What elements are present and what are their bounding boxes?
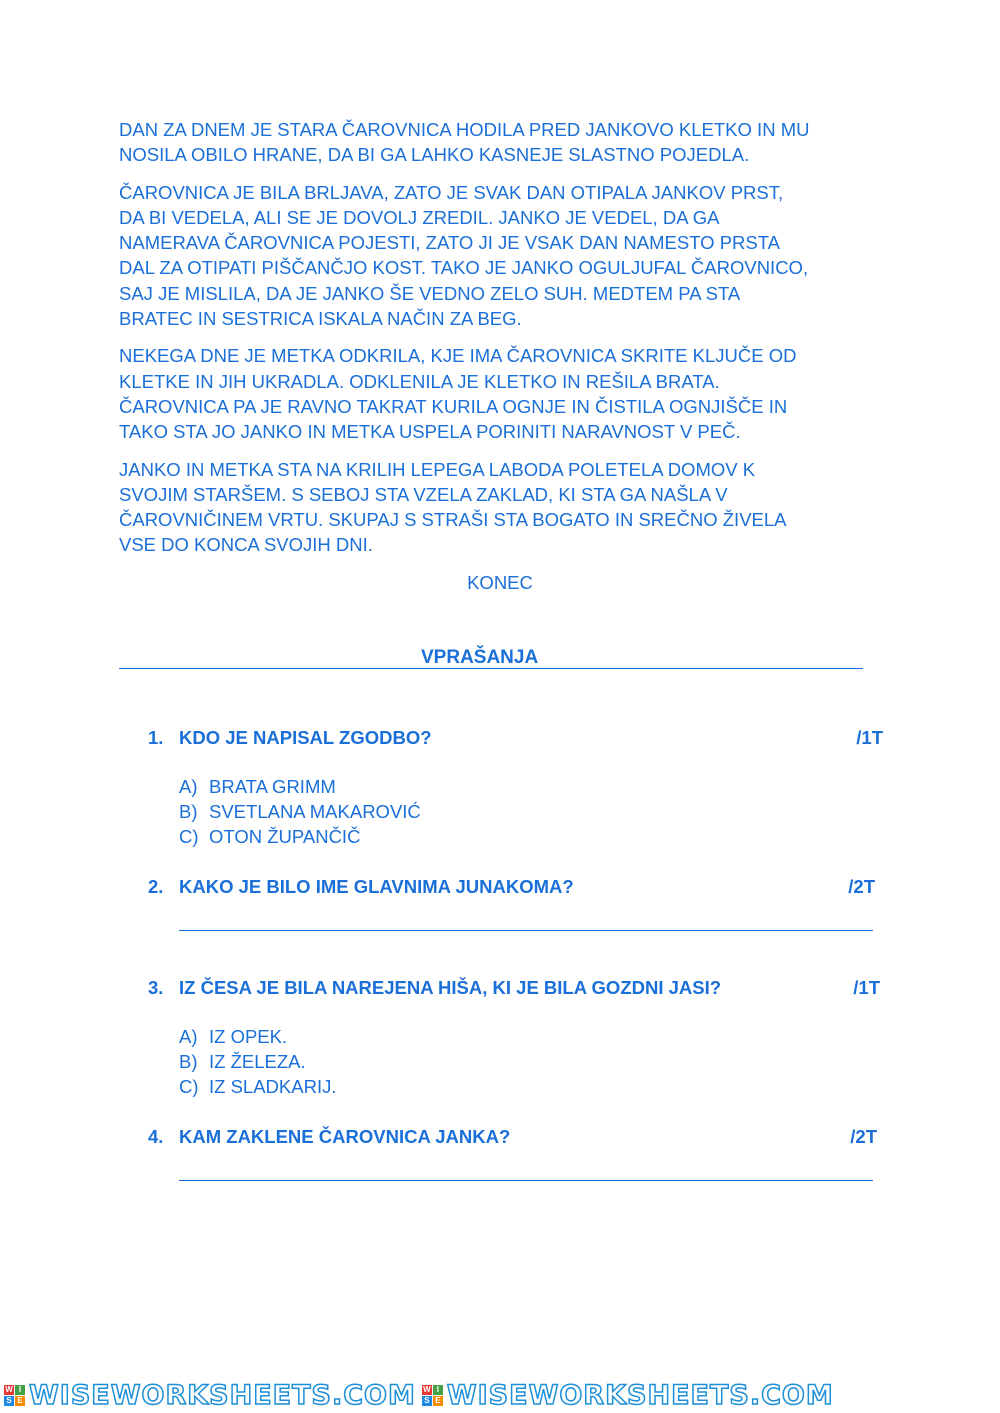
story-line: VSE DO KONCA SVOJIH DNI.: [119, 534, 373, 556]
story-line: NAMERAVA ČAROVNICA POJESTI, ZATO JI JE VSAK DAN NAMESTO PRSTA: [119, 232, 780, 254]
question-text: IZ ČESA JE BILA NAREJENA HIŠA, KI JE BILA GOZDNI JASI?: [179, 977, 722, 998]
story-line: ČAROVNIČINEM VRTU. SKUPAJ S STRAŠI STA BOGATO IN SREČNO ŽIVELA: [119, 509, 787, 531]
question-4: [148, 1126, 883, 1148]
option-text: IZ OPEK.: [209, 1026, 288, 1047]
logo-letter: E: [15, 1396, 25, 1406]
option-text: IZ SLADKARIJ.: [209, 1076, 337, 1097]
wiseworksheets-logo: [4, 1380, 416, 1411]
story-text: [119, 117, 899, 570]
logo-badge: [4, 1385, 25, 1406]
story-line: TAKO STA JO JANKO IN METKA USPELA PORINITI NARAVNOST V PEČ.: [119, 421, 741, 443]
question-points: /1T: [853, 977, 880, 998]
story-line: ČAROVNICA PA JE RAVNO TAKRAT KURILA OGNJE IN ČISTILA OGNJIŠČE IN: [119, 395, 788, 417]
wiseworksheets-logo: [422, 1380, 834, 1411]
question-number: 3.: [148, 977, 164, 998]
option-letter: A): [179, 1026, 198, 1047]
story-line: BRATEC IN SESTRICA ISKALA NAČIN ZA BEG.: [119, 308, 522, 330]
logo-letter: S: [4, 1396, 14, 1406]
logo-text: WISEWORKSHEETS.COM: [446, 1380, 834, 1411]
question-text: KAM ZAKLENE ČAROVNICA JANKA?: [179, 1126, 511, 1147]
option-letter: B): [179, 1051, 198, 1072]
heading-rule-left: [119, 648, 421, 669]
logo-badge: [422, 1385, 443, 1406]
option-letter: C): [179, 1076, 199, 1097]
story-line: NEKEGA DNE JE METKA ODKRILA, KJE IMA ČAROVNICA SKRITE KLJUČE OD: [119, 345, 797, 367]
question-number: 1.: [148, 727, 164, 748]
question-number: 2.: [148, 876, 164, 897]
logo-letter: I: [15, 1385, 25, 1395]
question-4-answer-line[interactable]: [179, 1180, 873, 1181]
question-text: KDO JE NAPISAL ZGODBO?: [179, 727, 432, 748]
story-line: KLETKE IN JIH UKRADLA. ODKLENILA JE KLETKO IN REŠILA BRATA.: [119, 370, 720, 392]
logo-letter: W: [423, 1385, 431, 1394]
question-points: /1T: [856, 727, 883, 748]
question-2-answer-line[interactable]: [179, 930, 873, 931]
option-text: SVETLANA MAKAROVIĆ: [209, 801, 421, 822]
question-points: /2T: [850, 1126, 877, 1147]
story-line: ČAROVNICA JE BILA BRLJAVA, ZATO JE SVAK DAN OTIPALA JANKOV PRST,: [119, 181, 784, 203]
option-text: OTON ŽUPANČIČ: [209, 826, 361, 847]
section-heading: [119, 647, 879, 669]
question-number: 4.: [148, 1126, 164, 1147]
question-2: [148, 876, 883, 898]
logo-letter: S: [422, 1396, 432, 1406]
question-3: [148, 977, 880, 999]
question-1-option-a[interactable]: [179, 776, 336, 798]
story-line: DAL ZA OTIPATI PIŠČANČJO KOST. TAKO JE JANKO OGULJUFAL ČAROVNICO,: [119, 257, 809, 279]
story-line: DA BI VEDELA, ALI SE JE DOVOLJ ZREDIL. JANKO JE VEDEL, DA GA: [119, 206, 720, 228]
story-paragraph-4: [119, 457, 899, 558]
story-ending: KONEC: [467, 572, 533, 593]
logo-letter: I: [433, 1385, 443, 1395]
question-3-option-c[interactable]: [179, 1076, 336, 1098]
heading-rule-right: [538, 648, 863, 669]
section-heading-label: VPRAŠANJA: [421, 647, 539, 668]
option-text: IZ ŽELEZA.: [209, 1051, 306, 1072]
question-3-option-a[interactable]: [179, 1026, 287, 1048]
story-paragraph-3: [119, 343, 899, 444]
question-3-option-b[interactable]: [179, 1051, 306, 1073]
story-line: SVOJIM STARŠEM. S SEBOJ STA VZELA ZAKLAD, KI STA GA NAŠLA V: [119, 483, 728, 505]
option-letter: A): [179, 776, 198, 797]
logo-text: WISEWORKSHEETS.COM: [29, 1380, 416, 1411]
logo-letter: W: [5, 1385, 13, 1394]
story-line: NOSILA OBILO HRANE, DA BI GA LAHKO KASNEJE SLASTNO POJEDLA.: [119, 144, 750, 166]
option-text: BRATA GRIMM: [209, 776, 336, 797]
logo-letter: E: [433, 1396, 443, 1406]
question-text: KAKO JE BILO IME GLAVNIMA JUNAKOMA?: [179, 876, 574, 897]
question-1-option-b[interactable]: [179, 801, 421, 823]
option-letter: C): [179, 826, 199, 847]
option-letter: B): [179, 801, 198, 822]
question-points: /2T: [848, 876, 875, 897]
story-line: DAN ZA DNEM JE STARA ČAROVNICA HODILA PRED JANKOVO KLETKO IN MU: [119, 119, 810, 140]
story-paragraph-2: [119, 180, 899, 332]
question-1: [148, 727, 883, 749]
question-1-option-c[interactable]: [179, 826, 360, 848]
story-line: JANKO IN METKA STA NA KRILIH LEPEGA LABODA POLETELA DOMOV K: [119, 458, 756, 480]
footer-watermark: [0, 1378, 1000, 1413]
story-line: SAJ JE MISLILA, DA JE JANKO ŠE VEDNO ZELO SUH. MEDTEM PA STA: [119, 282, 741, 304]
story-paragraph-1: [119, 117, 899, 168]
